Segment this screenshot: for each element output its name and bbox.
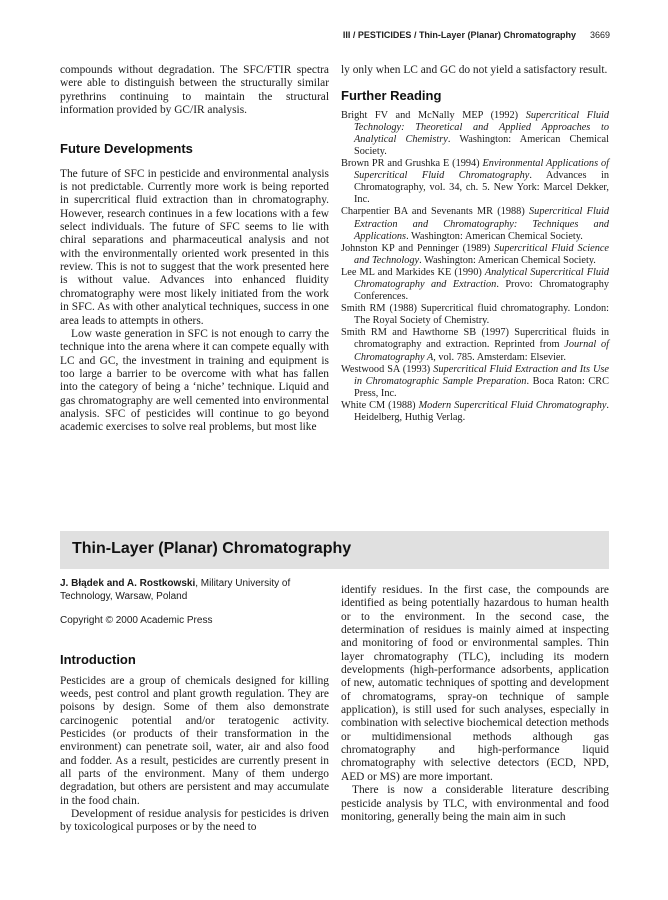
author-names: J. Błądek and A. Rostkowski (60, 578, 196, 589)
bottom-right-column (341, 584, 609, 824)
reference-authors: Lee ML and Markides KE (1990) (341, 266, 485, 278)
reference-title: Supercritical Fluid Technology: Theoretical and Applied Approaches to Analytical Chemistry (354, 109, 610, 145)
reference-list (341, 110, 609, 424)
reference-publisher: . Provo: Chromatography Conferences. (354, 279, 609, 303)
top-left-column (60, 64, 329, 435)
introduction-heading: Introduction (60, 652, 136, 668)
reference-title: Journal of Chromatography A (354, 339, 609, 363)
reference-title: Supercritical Fluid Extraction and Chromatography: Techniques and Applications (354, 206, 609, 242)
reference-item (341, 110, 609, 158)
reference-item (341, 206, 609, 242)
intro-paragraph-2: Development of residue analysis for pesticides is driven by toxicological purposes or by the need to (60, 808, 329, 834)
reference-item (341, 158, 609, 206)
reference-authors: Smith RM and Hawthorne SB (1997) Supercritical fluids in chromatography and extraction. Reprinted from (341, 327, 609, 351)
reference-publisher: . Boca Raton: CRC Press, Inc. (354, 375, 609, 399)
reference-item (341, 400, 609, 424)
bottom-left-column (60, 577, 329, 835)
reference-item (341, 267, 609, 303)
reference-title: Supercritical Fluid Extraction and Its Use in Chromatographic Sample Preparation (354, 363, 610, 387)
copyright-line: Copyright © 2000 Academic Press (60, 615, 213, 626)
reference-authors: Smith RM (1988) Supercritical fluid chromatography. London: The Royal Society of Chemistry. (341, 303, 609, 327)
author-affiliation: , Military University of Technology, Warsaw, Poland (60, 578, 291, 602)
reference-item (341, 243, 609, 267)
reference-item (341, 327, 609, 363)
reference-title: Environmental Applications of Supercritical Fluid Chromatography (354, 158, 609, 182)
author-block (60, 577, 329, 603)
running-head (60, 30, 610, 40)
reference-authors: Johnston KP and Penninger (1989) (341, 242, 495, 254)
right-paragraph-2: There is now a considerable literature describing pesticide analysis by TLC, with environmental and food monitoring, generally being the main aim in such (341, 784, 609, 823)
reference-authors: White CM (1988) (341, 399, 419, 411)
article-title-banner (60, 531, 609, 569)
reference-item (341, 364, 609, 400)
reference-title: Analytical Supercritical Fluid Chromatography and Extraction (354, 266, 610, 290)
reference-item (341, 303, 609, 327)
reference-publisher: . Heidelberg, Huthig Verlag. (354, 399, 609, 424)
continuation-paragraph: compounds without degradation. The SFC/FTIR spectra were able to distinguish between the structurally similar pyrethrins continuing to maintain the structural information provided by GC/IR analysis. (60, 64, 329, 117)
reference-publisher: . Washington: American Chemical Society. (419, 254, 596, 266)
future-paragraph-1: The future of SFC in pesticide and environmental analysis is not predictable. Currently more work is being reported in supercritical fluid extraction than in chromatography. However, research continues in a few locations with a few select individuals. The future of SFC seems to lie with chiral separations and pharmaceutical analysis and not with the environmentally oriented work presented in this review. This is not to suggest that the work presented here is without value. Advances into enhanced fluidity chromatography were most likely initiated from the work in SFC. As with other analytical techniques, success in one area leads to attempts in others. (60, 167, 329, 327)
future-paragraph-2: Low waste generation in SFC is not enough to carry the technique into the arena where it can compete equally with LC and GC, the investment in training and equipment is too large a barrier to be overcome with what has fallen into the category of being a ‘niche’ technique. Liquid and gas chromatography are well cemented into environmental analysis. SFC of pesticides will continue to go beyond academic exercises to solve real problems, but most like (60, 327, 329, 434)
future-developments-heading: Future Developments (60, 141, 193, 157)
reference-authors: Westwood SA (1993) (341, 363, 434, 375)
right-paragraph-1: identify residues. In the first case, the compounds are identified as being potentially hazardous to human health or to the environment. In the second case, the determination of residues is mainly aimed at inspecting and monitoring of food or environmental samples. Thin layer chromatography (TLC), including its modern developments (high-performance adsorbents, application of new, automatic techniques of spotting and development of chromatograms, spray-on technique of sample application), is still used for such analyses, especially in combination with selective biochemical detection methods or multidimensional methods although gas chromatography and high-performance liquid chromatography with selective detectors (ECD, NPD, AED or MS) are more important. (341, 584, 609, 783)
intro-paragraph-1: Pesticides are a group of chemicals designed for killing weeds, pest control and plant growth regulation. They are poisons by design. Some of them also demonstrate carcinogenic potential and/or teratogenic activity. Pesticides (or products of their transformation in the environment) can penetrate soil, water, air and also food and fodder. As a result, pesticides are currently present in all parts of the environment. Many of them undergo degradation, but others are persistent and may accumulate in the food chain. (60, 674, 329, 807)
reference-publisher: . Washington: American Chemical Society. (354, 133, 609, 157)
reference-authors: Charpentier BA and Sevenants MR (1988) (341, 206, 530, 218)
page-number: 3669 (589, 30, 610, 40)
reference-title: Supercritical Fluid Science and Technology (354, 242, 610, 266)
further-reading-heading: Further Reading (341, 88, 442, 104)
running-title: III / PESTICIDES / Thin-Layer (Planar) Chromatography (342, 30, 576, 40)
reference-publisher: , vol. 785. Amsterdam: Elsevier. (433, 351, 566, 363)
reference-publisher: . Advances in Chromatography, vol. 34, ch. 5. New York: Marcel Dekker, Inc. (354, 170, 609, 206)
article-title: Thin-Layer (Planar) Chromatography (72, 540, 352, 557)
reference-authors: Bright FV and McNally MEP (1992) (341, 109, 526, 121)
reference-publisher: . Washington: American Chemical Society. (406, 230, 583, 242)
top-right-column (341, 64, 609, 424)
reference-title: Modern Supercritical Fluid Chromatography (418, 399, 607, 411)
reference-authors: Brown PR and Grushka E (1994) (341, 158, 483, 170)
continuation-paragraph-right: ly only when LC and GC do not yield a satisfactory result. (341, 64, 608, 76)
